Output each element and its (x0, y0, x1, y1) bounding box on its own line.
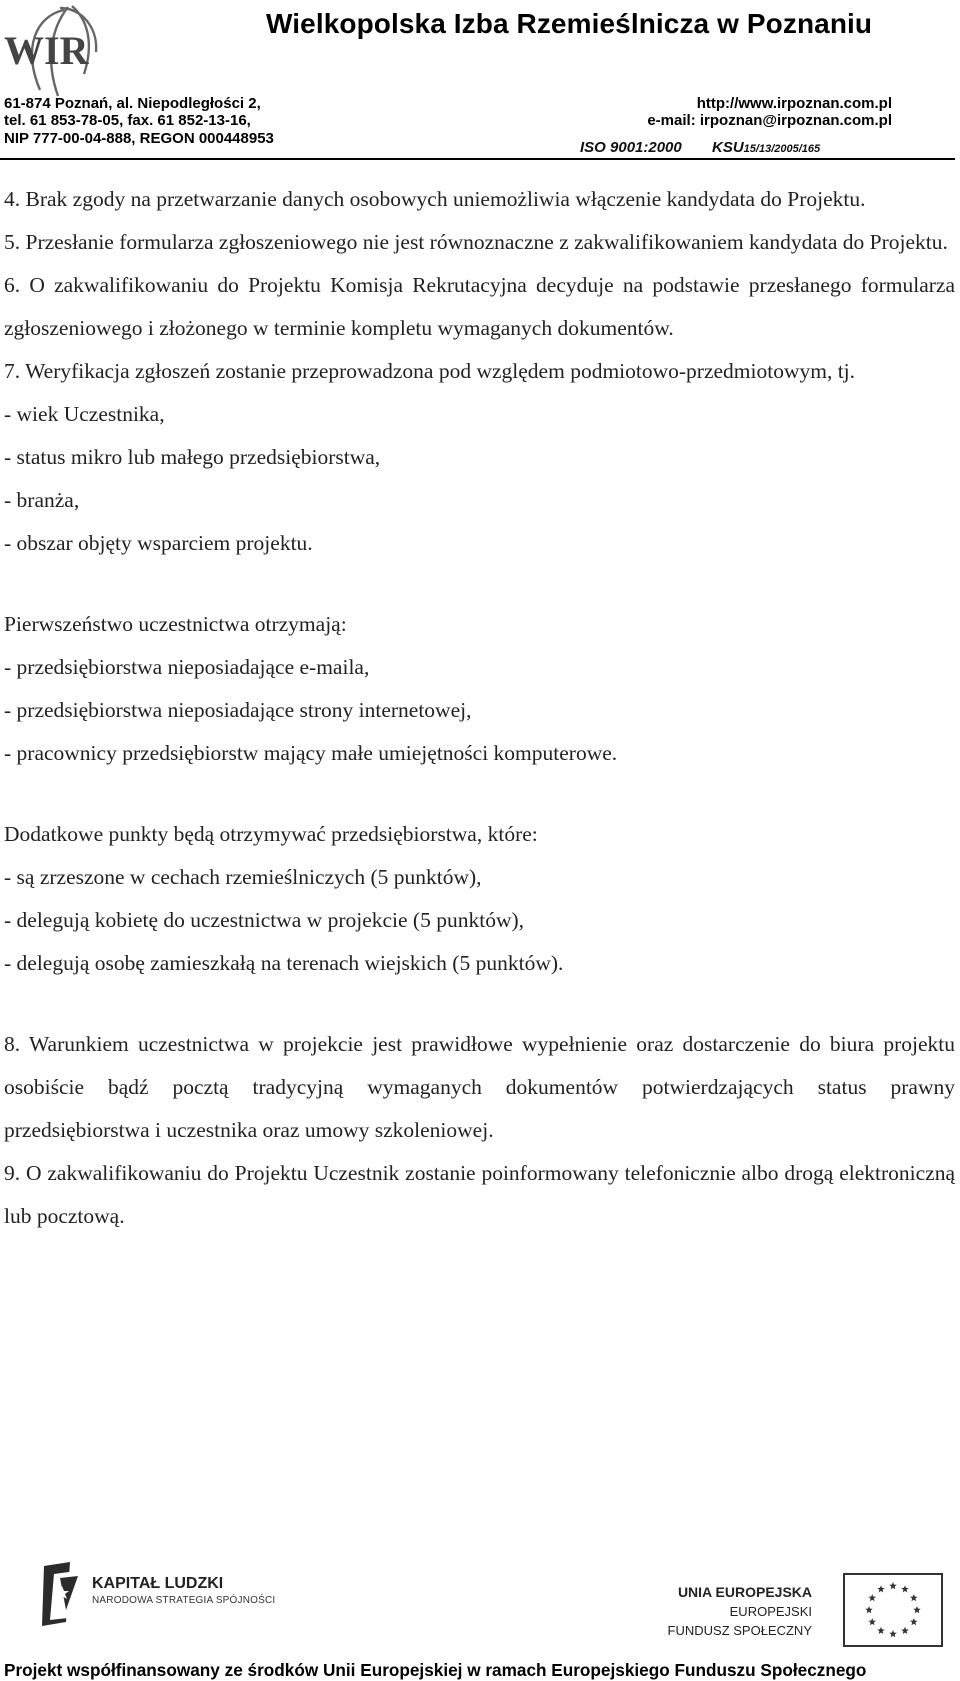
email-link[interactable]: e-mail: irpoznan@irpoznan.com.pl (647, 112, 892, 129)
paragraph-7: 7. Weryfikacja zgłoszeń zostanie przeprowadzona pod względem podmiotowo-przedmiotowym, tj. (4, 359, 856, 383)
priority-heading: Pierwszeństwo uczestnictwa otrzymają: (4, 612, 347, 636)
priority-item: - przedsiębiorstwa nieposiadające strony internetowej, (4, 698, 472, 722)
header-divider (0, 158, 955, 160)
eu-fund-line2: FUNDUSZ SPOŁECZNY (667, 1623, 812, 1638)
letterhead (0, 0, 960, 162)
bonus-item: - są zrzeszone w cechach rzemieślniczych (5 punktów), (4, 865, 482, 889)
svg-text:WIR: WIR (4, 28, 89, 73)
address: 61-874 Poznań, al. Niepodległości 2, (4, 95, 261, 112)
cofinancing-note: Projekt współfinansowany ze środków Unii Europejskiej w ramach Europejskiego Funduszu Społecznego (4, 1660, 867, 1680)
kapital-ludzki-subtitle: NARODOWA STRATEGIA SPÓJNOŚCI (92, 1595, 276, 1606)
criteria-item: - branża, (4, 488, 80, 512)
organization-name: Wielkopolska Izba Rzemieślnicza w Poznaniu (266, 8, 873, 39)
bonus-item: - delegują kobietę do uczestnictwa w projekcie (5 punktów), (4, 908, 524, 932)
ksu-label: KSU (712, 139, 744, 156)
spacer (4, 565, 955, 603)
iso-certificate: ISO 9001:2000 (580, 139, 682, 156)
website-link[interactable]: http://www.irpoznan.com.pl (696, 95, 892, 112)
spacer (4, 775, 955, 813)
nip-regon: NIP 777-00-04-888, REGON 000448953 (4, 130, 274, 147)
eu-flag-icon (843, 1573, 943, 1647)
paragraph-9: 9. O zakwalifikowaniu do Projektu Uczestnik zostanie poinformowany telefonicznie albo drogą elektroniczną lub pocztową. (4, 1161, 955, 1228)
criteria-item: - wiek Uczestnika, (4, 402, 165, 426)
priority-item: - przedsiębiorstwa nieposiadające e-maila, (4, 655, 370, 679)
paragraph-6: 6. O zakwalifikowaniu do Projektu Komisja Rekrutacyjna decyduje na podstawie przesłanego formularza zgłoszeniowego i złożonego w terminie kompletu wymaganych dokumentów. (4, 273, 955, 340)
criteria-item: - status mikro lub małego przedsiębiorstwa, (4, 445, 381, 469)
spacer (4, 985, 955, 1023)
paragraph-8: 8. Warunkiem uczestnictwa w projekcie jest prawidłowe wypełnienie oraz dostarczenie do biura projektu osobiście bądź pocztą tradycyjną wymaganych dokumentów potwierdzających status prawny przedsiębiorstwa i uczestnika oraz umowy szkoleniowej. (4, 1032, 955, 1142)
eu-title: UNIA EUROPEJSKA (677, 1584, 812, 1600)
ksu-certificate (712, 139, 820, 156)
bonus-heading: Dodatkowe punkty będą otrzymywać przedsiębiorstwa, które: (4, 822, 538, 846)
paragraph-5: 5. Przesłanie formularza zgłoszeniowego nie jest równoznaczne z zakwalifikowaniem kandydata do Projektu. (4, 230, 948, 254)
eu-fund-line1: EUROPEJSKI (729, 1604, 812, 1619)
criteria-item: - obszar objęty wsparciem projektu. (4, 531, 313, 555)
document-body (4, 178, 955, 1238)
wir-logo-icon (2, 2, 106, 100)
paragraph-4: 4. Brak zgody na przetwarzanie danych osobowych uniemożliwia włączenie kandydata do Projektu. (4, 187, 866, 211)
kapital-ludzki-title: KAPITAŁ LUDZKI (92, 1575, 224, 1592)
ksu-number: 15/13/2005/165 (743, 143, 821, 155)
priority-item: - pracownicy przedsiębiorstw mający małe umiejętności komputerowe. (4, 741, 618, 765)
phone-fax: tel. 61 853-78-05, fax. 61 852-13-16, (4, 112, 251, 129)
bonus-item: - delegują osobę zamieszkałą na terenach wiejskich (5 punktów). (4, 951, 564, 975)
